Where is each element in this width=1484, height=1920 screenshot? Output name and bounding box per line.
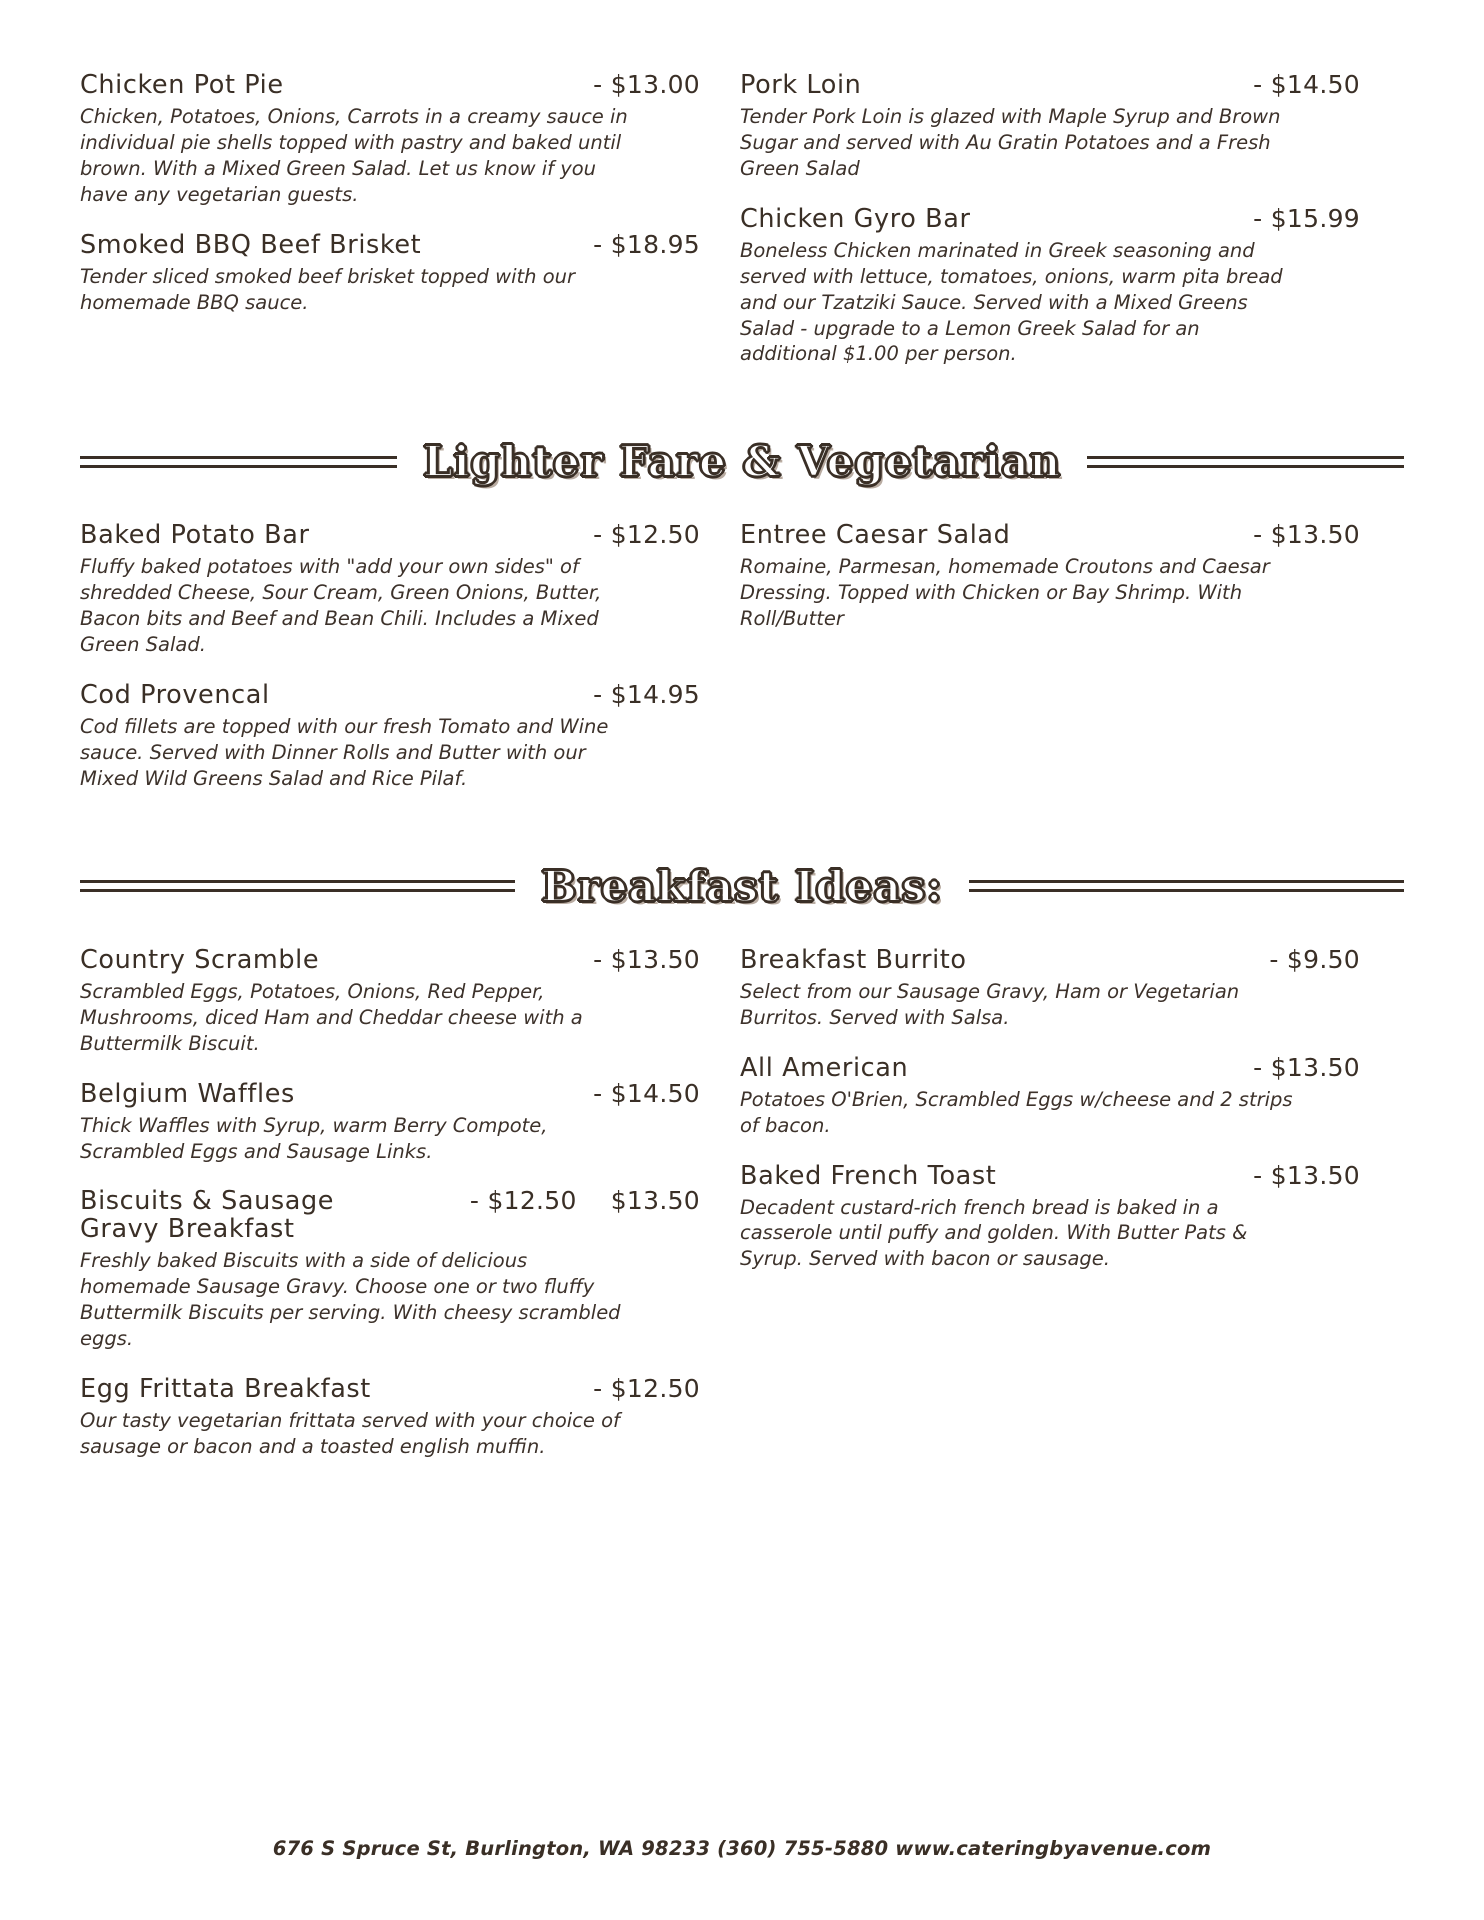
breakfast-columns [80, 945, 1404, 1482]
section-title: Lighter Fare & Vegetarian [423, 437, 1061, 487]
menu-item-name: Chicken Gyro Bar [740, 203, 971, 234]
menu-item-price: - $14.95 [593, 680, 700, 710]
menu-item-name: All American [740, 1052, 909, 1083]
menu-item-header [740, 1161, 1360, 1191]
divider-rule-right [969, 880, 1404, 892]
menu-item-header [80, 230, 700, 260]
lighter-fare-left-column [80, 520, 700, 813]
menu-item [80, 1374, 700, 1460]
menu-item-header [740, 204, 1360, 234]
menu-item-description: Boneless Chicken marinated in Greek seasoning and served with lettuce, tomatoes, onions, warm pita bread and our Tzatziki Sauce. Served with a Mixed Greens Salad - upgrade to a Lemon Greek Salad for an additional $1.00 per person. [740, 238, 1283, 366]
menu-item-description: Freshly baked Biscuits with a side of delicious homemade Sausage Gravy. Choose one or two fluffy Buttermilk Biscuits per serving. With cheesy scrambled eggs. [80, 1249, 621, 1351]
menu-item-description: Scrambled Eggs, Potatoes, Onions, Red Pepper, Mushrooms, diced Ham and Cheddar cheese with a Buttermilk Biscuit. [80, 979, 583, 1055]
menu-item-name-line2: Gravy Breakfast [80, 1214, 295, 1245]
menu-item-price: - $9.50 [1269, 944, 1360, 974]
menu-item-name: Breakfast Burrito [740, 944, 967, 975]
menu-item-price: - $14.50 [593, 1078, 700, 1108]
lighter-fare-columns [80, 520, 1404, 813]
top-section-columns [80, 70, 1404, 389]
menu-item [80, 1079, 700, 1165]
menu-item [740, 70, 1360, 182]
menu-item-header [80, 680, 700, 710]
menu-item-price: - $18.95 [593, 229, 700, 259]
menu-item-name: Baked Potato Bar [80, 520, 310, 551]
menu-item-name: Egg Frittata Breakfast [80, 1374, 371, 1405]
page-footer: 676 S Spruce St, Burlington, WA 98233 (360) 755-5880 www.cateringbyavenue.com [272, 1837, 1212, 1860]
menu-item-name: Belgium Waffles [80, 1078, 295, 1109]
menu-item-description: Decadent custard-rich french bread is baked in a casserole until puffy and golden. With Butter Pats & Syrup. Served with bacon or sausage. [740, 1195, 1248, 1271]
menu-item-price-alt: $13.50 [610, 1186, 700, 1216]
menu-item [740, 1161, 1360, 1273]
menu-item-price: - $13.50 [1253, 1052, 1360, 1082]
menu-item [80, 70, 700, 208]
menu-item-description: Romaine, Parmesan, homemade Croutons and Caesar Dressing. Topped with Chicken or Bay Shrimp. With Roll/Butter [740, 555, 1270, 631]
menu-item [740, 520, 1360, 632]
menu-item [80, 945, 700, 1057]
menu-item-header [80, 1374, 700, 1404]
menu-item-header [740, 520, 1360, 550]
top-right-column [740, 70, 1360, 389]
menu-item-description: Thick Waffles with Syrup, warm Berry Compote, Scrambled Eggs and Sausage Links. [80, 1113, 548, 1163]
menu-item-price: - $13.50 [1253, 1160, 1360, 1190]
section-title: Breakfast Ideas: [541, 861, 943, 911]
menu-item [740, 204, 1360, 368]
menu-item-header [80, 70, 700, 100]
menu-item-header [740, 945, 1360, 975]
menu-item-price: - $13.00 [593, 70, 700, 99]
menu-item-name: Entree Caesar Salad [740, 520, 1011, 551]
divider-rule-left [80, 880, 515, 892]
menu-item-header [80, 1186, 700, 1216]
section-heading-breakfast-ideas [80, 862, 1404, 911]
menu-item-name: Baked French Toast [740, 1160, 997, 1191]
menu-item-name: Cod Provencal [80, 680, 270, 711]
lighter-fare-right-column [740, 520, 1360, 813]
section-heading-lighter-fare [80, 437, 1404, 486]
menu-item-header [740, 1053, 1360, 1083]
menu-item-description: Tender sliced smoked beef brisket topped with our homemade BBQ sauce. [80, 264, 576, 314]
menu-item [740, 1053, 1360, 1139]
menu-item-name: Chicken Pot Pie [80, 70, 284, 100]
menu-item-header [80, 1079, 700, 1109]
menu-item-name: Country Scramble [80, 944, 320, 975]
breakfast-right-column [740, 945, 1360, 1482]
menu-item [80, 230, 700, 316]
menu-item-description: Cod fillets are topped with our fresh Tomato and Wine sauce. Served with Dinner Rolls and Butter with our Mixed Wild Greens Salad and Rice Pilaf. [80, 715, 609, 790]
menu-item-header [80, 945, 700, 975]
menu-item-description: Potatoes O'Brien, Scrambled Eggs w/cheese and 2 strips of bacon. [740, 1087, 1293, 1137]
menu-item [80, 1186, 700, 1352]
menu-item-header [80, 520, 700, 550]
menu-item [80, 680, 700, 792]
divider-rule-left [80, 456, 397, 468]
menu-item-price: - $14.50 [1253, 70, 1360, 99]
menu-item-price: - $13.50 [593, 944, 700, 974]
menu-item-price: - $12.50 [593, 520, 700, 550]
top-left-column [80, 70, 700, 389]
menu-item-price: - $12.50 [593, 1374, 700, 1404]
menu-item-name: Pork Loin [740, 70, 862, 100]
menu-item-name: Biscuits & Sausage [80, 1186, 335, 1217]
menu-item-header [740, 70, 1360, 100]
menu-item-description: Our tasty vegetarian frittata served with your choice of sausage or bacon and a toasted english muffin. [80, 1409, 620, 1459]
menu-item-description: Select from our Sausage Gravy, Ham or Vegetarian Burritos. Served with Salsa. [740, 979, 1240, 1029]
divider-rule-right [1087, 456, 1404, 468]
menu-item-name: Smoked BBQ Beef Brisket [80, 229, 422, 260]
menu-item-price: - $15.99 [1253, 203, 1360, 233]
menu-item [740, 945, 1360, 1031]
menu-item-price: - $13.50 [1253, 520, 1360, 550]
breakfast-left-column [80, 945, 700, 1482]
menu-item-description: Chicken, Potatoes, Onions, Carrots in a creamy sauce in individual pie shells topped with pastry and baked until brown. With a Mixed Green Salad. Let us know if you have any vegetarian guests. [80, 105, 628, 206]
menu-item-description: Tender Pork Loin is glazed with Maple Syrup and Brown Sugar and served with Au Gratin Potatoes and a Fresh Green Salad [740, 105, 1281, 180]
menu-item-description: Fluffy baked potatoes with "add your own sides" of shredded Cheese, Sour Cream, Green Onions, Butter, Bacon bits and Beef and Bean Chili. Includes a Mixed Green Salad. [80, 555, 602, 657]
menu-item-price-group [470, 1186, 700, 1215]
menu-item [80, 520, 700, 658]
menu-item-price: - $12.50 [469, 1186, 577, 1216]
